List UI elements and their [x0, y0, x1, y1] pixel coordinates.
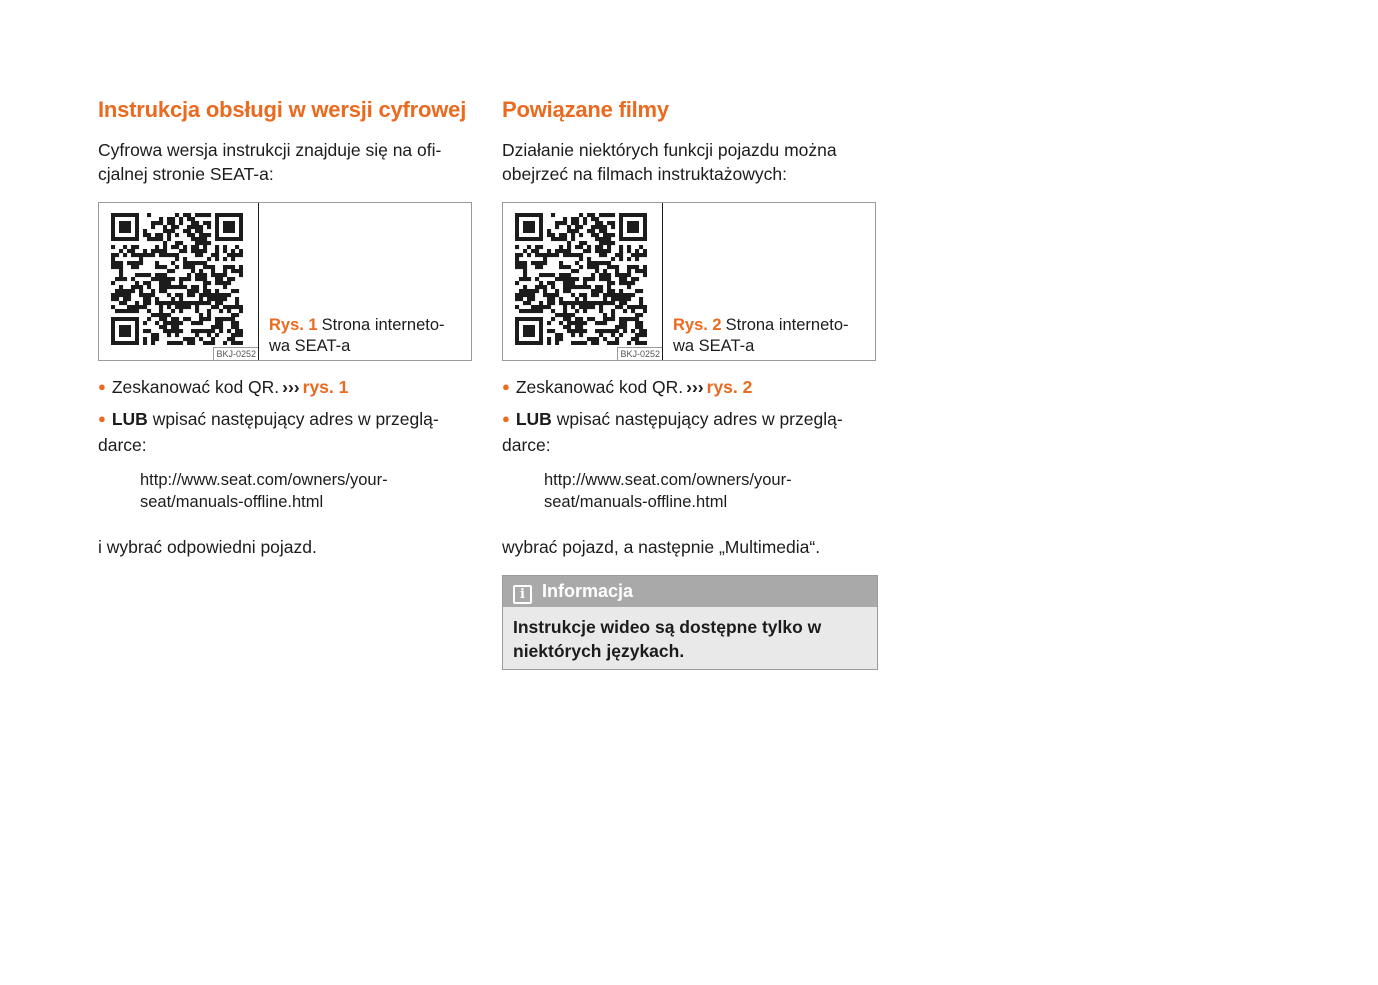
list-item — [502, 407, 878, 457]
list-item — [502, 375, 878, 401]
related-videos-section — [502, 96, 878, 670]
list-item — [98, 375, 474, 401]
bullet-icon: ● — [502, 379, 510, 394]
closing-text: i wybrać odpowiedni pojazd. — [98, 537, 317, 557]
figure-reference-link[interactable]: rys. 2 — [706, 377, 753, 397]
manual-url: http://www.seat.com/owners/your-seat/manuals-offline.html — [140, 471, 388, 511]
bullet-icon: ● — [98, 379, 106, 394]
instruction-list — [502, 375, 878, 457]
figure-label: Rys. 1 — [269, 316, 318, 334]
closing-text: wybrać pojazd, a następnie „Multimedia“. — [502, 537, 821, 557]
figure-caption-text: Strona interneto-wa SEAT-a — [269, 316, 445, 355]
bullet-text: Zeskanować kod QR. — [515, 377, 684, 397]
figure-reference-link[interactable]: rys. 1 — [302, 377, 349, 397]
info-box-header — [503, 576, 877, 607]
figure-label: Rys. 2 — [673, 316, 722, 334]
figure-caption — [269, 315, 464, 357]
bullet-icon: ● — [502, 411, 510, 426]
qr-code-image[interactable] — [99, 203, 259, 360]
bullet-text: Zeskanować kod QR. — [111, 377, 280, 397]
bullet-icon: ● — [98, 411, 106, 426]
reference-arrows-icon: ››› — [686, 377, 704, 397]
section-heading: Powiązane filmy — [502, 97, 669, 122]
figure-caption-text: Strona interneto-wa SEAT-a — [673, 316, 849, 355]
section-intro: Cyfrowa wersja instrukcji znajduje się na ofi-cjalnej stronie SEAT-a: — [98, 140, 442, 184]
qr-figure — [502, 202, 876, 361]
qr-figure — [98, 202, 472, 361]
qr-code-icon — [515, 213, 647, 345]
reference-arrows-icon: ››› — [282, 377, 300, 397]
digital-manual-section — [98, 96, 474, 559]
or-keyword: LUB — [515, 409, 552, 429]
instruction-list — [98, 375, 474, 457]
bullet-text: wpisać następujący adres w przeglą-darce: — [98, 409, 439, 455]
figure-code: BKJ-0252 — [213, 347, 258, 360]
section-heading: Instrukcja obsługi w wersji cyfrowej — [98, 97, 467, 122]
info-box — [502, 575, 878, 670]
qr-code-image[interactable] — [503, 203, 663, 360]
manual-url: http://www.seat.com/owners/your-seat/manuals-offline.html — [544, 471, 792, 511]
info-box-text: Instrukcje wideo są dostępne tylko w niektórych językach. — [503, 607, 877, 669]
info-icon: i — [513, 585, 532, 604]
figure-caption — [673, 315, 868, 357]
or-keyword: LUB — [111, 409, 148, 429]
bullet-text: wpisać następujący adres w przeglą-darce: — [502, 409, 843, 455]
qr-code-icon — [111, 213, 243, 345]
info-box-title: Informacja — [542, 581, 634, 601]
list-item — [98, 407, 474, 457]
figure-code: BKJ-0252 — [617, 347, 662, 360]
section-intro: Działanie niektórych funkcji pojazdu można obejrzeć na filmach instruktażowych: — [502, 140, 837, 184]
